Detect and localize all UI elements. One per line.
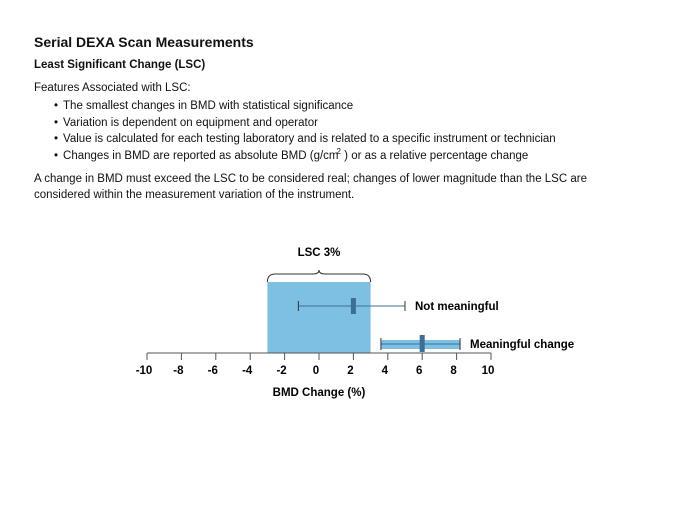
feature-text: Changes in BMD are reported as absolute BMD (g/cm	[63, 149, 339, 162]
lsc-label: LSC 3%	[297, 247, 341, 259]
x-axis-label: BMD Change (%)	[272, 387, 366, 399]
meaningful-change-range	[381, 335, 574, 352]
feature-item: • Value is calculated for each testing laboratory and is related to a specific instrument or technician	[54, 131, 556, 148]
body-text: A change in BMD must exceed the LSC to be considered real; changes of lower magnitude than the LSC are considered within the measurement variation of the instrument.	[34, 173, 587, 201]
x-tick-label: -4	[242, 365, 253, 377]
mean-marker	[420, 335, 425, 352]
x-tick-label: -6	[207, 365, 218, 377]
lsc-brace	[267, 270, 370, 282]
x-tick-label: 4	[381, 365, 389, 377]
x-tick-label: -2	[276, 365, 287, 377]
feature-item: • The smallest changes in BMD with statistical significance	[54, 98, 556, 115]
page-title: Serial DEXA Scan Measurements	[34, 34, 254, 50]
x-tick-label: 6	[415, 365, 423, 377]
feature-text-end: ) or as a relative percentage change	[340, 149, 529, 162]
x-tick-label: 8	[450, 365, 457, 377]
x-tick-label: -10	[135, 365, 153, 377]
not-meaningful-label: Not meaningful	[415, 301, 499, 313]
x-tick-label: 10	[481, 365, 495, 377]
section-subtitle: Least Significant Change (LSC)	[34, 59, 206, 71]
x-axis-ticks	[136, 353, 495, 377]
x-tick-label: -8	[173, 365, 184, 377]
meaningful-change-label: Meaningful change	[470, 339, 575, 351]
mean-marker	[351, 298, 356, 314]
superscript: 2	[336, 146, 341, 156]
lsc-band	[267, 282, 370, 353]
feature-item: • Variation is dependent on equipment and operator	[54, 115, 556, 132]
x-tick-label: 0	[312, 365, 320, 377]
x-tick-label: 2	[347, 365, 354, 377]
features-heading: Features Associated with LSC:	[34, 82, 191, 94]
